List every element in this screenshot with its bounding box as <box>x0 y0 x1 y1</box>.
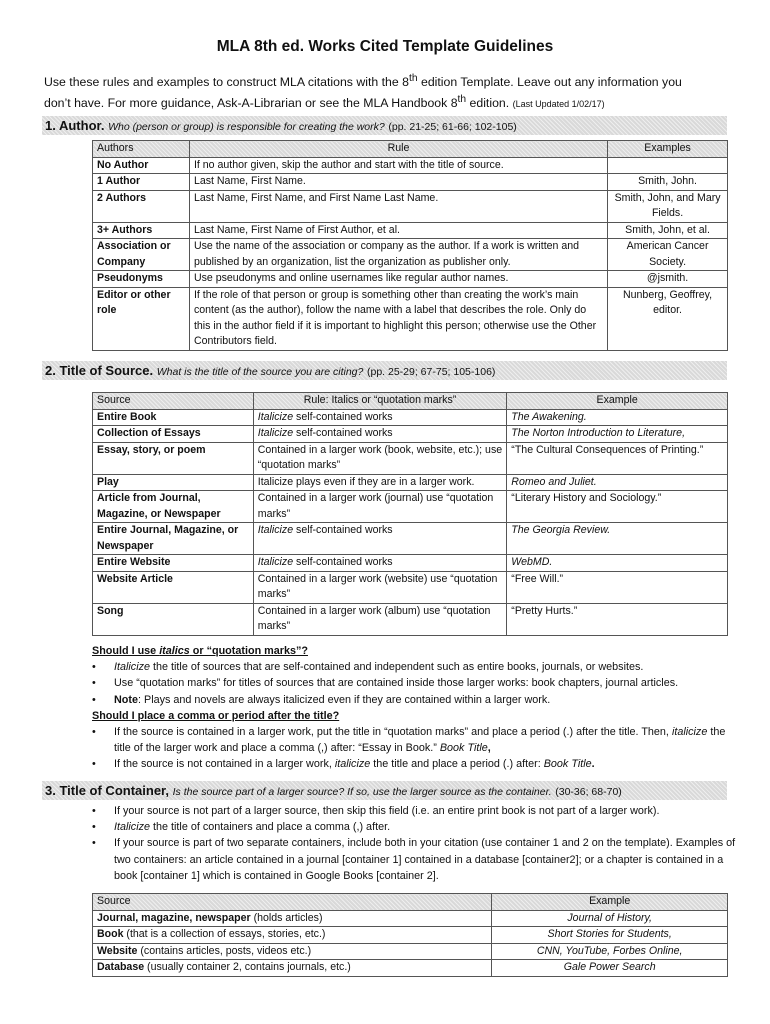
text-run: edition Template. Leave out any information you <box>417 75 682 90</box>
table-row <box>93 174 728 191</box>
table-cell <box>253 571 507 603</box>
text-run: don’t have. For more guidance, Ask-A-Librarian or see the MLA Handbook 8 <box>44 96 458 111</box>
text-run: self-contained works <box>293 410 393 423</box>
table-cell: Rule: Italics or “quotation marks” <box>253 393 507 410</box>
table-cell: Last Name, First Name of First Author, et al. <box>189 222 607 239</box>
table-cell <box>93 927 492 944</box>
table-cell: Short Stories for Students, <box>492 927 728 944</box>
table-row <box>93 943 728 960</box>
text-run: th <box>409 73 418 84</box>
table-row <box>93 910 728 927</box>
table-row <box>93 157 728 174</box>
table-cell <box>253 491 507 523</box>
table-cell: Example <box>507 393 728 410</box>
table-cell: Romeo and Juliet. <box>507 474 728 491</box>
text-run: the title and place a period (.) after: <box>370 758 544 771</box>
text-run: Italicize <box>257 427 294 439</box>
italics-quotes-notes <box>92 643 737 773</box>
table-cell: Nunberg, Geoffrey, editor. <box>608 287 728 350</box>
table-cell: “The Cultural Consequences of Printing.” <box>507 442 728 474</box>
text-run: Book Title <box>543 758 592 771</box>
table-cell: Use pseudonyms and online usernames like regular author names. <box>189 271 607 288</box>
table-cell: Source <box>93 393 254 410</box>
list-item <box>92 803 737 819</box>
table-cell: 1 Author <box>93 174 190 191</box>
table-row <box>93 442 728 474</box>
text-run: Website <box>97 944 138 957</box>
text-run: Journal, magazine, newspaper <box>97 911 251 924</box>
italics-question-heading <box>92 643 737 659</box>
table-cell: Examples <box>608 141 728 158</box>
table-cell <box>253 426 507 443</box>
text-run: . <box>591 758 595 771</box>
table-cell: Collection of Essays <box>93 426 254 443</box>
text-run: (usually container 2, contains journals, etc.) <box>144 961 351 973</box>
table-cell: Pseudonyms <box>93 271 190 288</box>
title-of-source-table <box>92 392 728 636</box>
table-cell: Smith, John. <box>608 174 728 191</box>
text-run: Italicize plays even if they are in a larger work. <box>257 475 475 488</box>
list-item <box>92 835 737 884</box>
table-header-row <box>93 141 728 158</box>
text-run: (30-36; 68-70) <box>555 786 622 798</box>
table-row <box>93 426 728 443</box>
table-cell <box>253 442 507 474</box>
table-cell: Last Name, First Name. <box>189 174 607 191</box>
text-run: Database <box>97 961 145 973</box>
table-cell: @jsmith. <box>608 271 728 288</box>
text-run: (that is a collection of essays, stories, etc.) <box>123 928 326 940</box>
table-cell: Play <box>93 474 254 491</box>
table-row <box>93 960 728 977</box>
table-cell: “Literary History and Sociology.” <box>507 491 728 523</box>
table-row <box>93 287 728 350</box>
table-cell: Editor or other role <box>93 287 190 350</box>
text-run: self-contained works <box>293 556 393 568</box>
list-item <box>92 819 737 835</box>
table-cell: The Georgia Review. <box>507 523 728 555</box>
list-item <box>92 756 737 772</box>
text-run: Note <box>114 693 138 706</box>
list-item <box>92 724 737 756</box>
table-row <box>93 927 728 944</box>
text-run: th <box>457 94 467 106</box>
table-cell <box>93 910 492 927</box>
table-cell: Article from Journal, Magazine, or Newspaper <box>93 491 254 523</box>
table-row <box>93 239 728 271</box>
author-table <box>92 140 728 351</box>
table-cell: American Cancer Society. <box>608 239 728 271</box>
table-cell: Smith, John, et al. <box>608 222 728 239</box>
table-cell: Essay, story, or poem <box>93 442 254 474</box>
table-row <box>93 571 728 603</box>
text-run: italicize <box>334 758 371 771</box>
text-run: Use “quotation marks” for titles of sources that are contained inside those larger works: book chapters, journal articles. <box>114 677 679 690</box>
table-row <box>93 603 728 635</box>
intro-paragraph <box>44 70 734 113</box>
table-cell: Journal of History, <box>492 910 728 927</box>
text-run: If your source is part of two separate containers, include both in your citation (use container 1 and 2 on the template). Examples of two containers: an article contained in a journal [container 1] contained in a database [container2]; or a chapter is contained in a book [container 1] which is contained in Google Books [container 2]. <box>114 837 736 882</box>
table-cell <box>253 523 507 555</box>
table-cell: 3+ Authors <box>93 222 190 239</box>
list-item <box>92 675 737 691</box>
text-run: Italicize <box>257 524 294 536</box>
text-run: Contained in a larger work (journal) use “quotation marks” <box>257 492 494 520</box>
table-cell: 2 Authors <box>93 190 190 222</box>
table-row <box>93 474 728 491</box>
text-run: What is the title of the source you are citing? <box>156 366 364 378</box>
table-cell: Entire Website <box>93 555 254 572</box>
text-run: Italicize <box>114 661 151 674</box>
text-run: Contained in a larger work (album) use “quotation marks” <box>257 604 491 632</box>
table-cell: Source <box>93 894 492 911</box>
text-run: italicize <box>671 726 708 739</box>
text-run: Is the source part of a larger source? If so, use the larger source as the container. <box>172 786 552 798</box>
text-run: 2. Title of Source. <box>45 363 154 378</box>
table-row <box>93 222 728 239</box>
table-cell: WebMD. <box>507 555 728 572</box>
text-run: (pp. 21-25; 61-66; 102-105) <box>388 121 517 133</box>
page-title: MLA 8th ed. Works Cited Template Guidelines <box>216 38 554 55</box>
table-row <box>93 190 728 222</box>
text-run: the title of containers and place a comma (,) after. <box>150 821 391 834</box>
text-run: (pp. 25-29; 67-75; 105-106) <box>366 366 496 378</box>
text-run: If the source is contained in a larger work, put the title in “quotation marks” and place a period (.) after the title. Then, <box>114 726 672 739</box>
table-header-row <box>93 393 728 410</box>
table-cell: “Pretty Hurts.” <box>507 603 728 635</box>
text-run: If the source is not contained in a larger work, <box>114 758 335 771</box>
text-run: italics <box>159 645 190 657</box>
text-run: 3. Title of Container, <box>45 783 170 798</box>
text-run: (contains articles, posts, videos etc.) <box>137 944 312 957</box>
text-run: (holds articles) <box>250 911 323 924</box>
text-run: the title of the larger work and place a comma (,) after: “Essay in Book.” <box>114 726 726 755</box>
table-cell <box>608 157 728 174</box>
table-cell <box>93 960 492 977</box>
table-cell: The Norton Introduction to Literature, <box>507 426 728 443</box>
text-run: If your source is not part of a larger source, then skip this field (i.e. an entire print book is not part of a larger work). <box>114 805 660 817</box>
text-run: the title of sources that are self-contained and independent such as entire books, journals, or websites. <box>150 661 644 674</box>
last-updated: (Last Updated 1/02/17) <box>512 99 605 110</box>
table-cell <box>253 603 507 635</box>
text-run: edition. <box>466 96 510 111</box>
table-cell: Song <box>93 603 254 635</box>
text-run: , <box>487 742 491 755</box>
section-author-heading <box>42 116 727 135</box>
list-item <box>92 659 737 675</box>
table-header-row <box>93 894 728 911</box>
table-cell: Smith, John, and Mary Fields. <box>608 190 728 222</box>
container-table <box>92 893 728 977</box>
table-row <box>93 523 728 555</box>
table-cell <box>253 555 507 572</box>
text-run: Who (person or group) is responsible for creating the work? <box>108 121 385 133</box>
table-cell: No Author <box>93 157 190 174</box>
table-cell: Gale Power Search <box>492 960 728 977</box>
text-run: Should I use <box>92 645 160 657</box>
text-run: Book <box>97 928 124 940</box>
table-cell: If no author given, skip the author and start with the title of source. <box>189 157 607 174</box>
table-cell: Website Article <box>93 571 254 603</box>
table-cell <box>93 943 492 960</box>
text-run: 1. Author. <box>45 118 105 133</box>
text-run: self-contained works <box>293 524 393 536</box>
text-run: Italicize <box>257 410 294 423</box>
text-run: Contained in a larger work (book, website, etc.); use “quotation marks” <box>257 443 503 471</box>
table-row <box>93 271 728 288</box>
table-cell: “Free Will.” <box>507 571 728 603</box>
comma-question-heading: Should I place a comma or period after the title? <box>92 709 340 722</box>
text-run: Use these rules and examples to construct MLA citations with the 8 <box>44 75 409 90</box>
section-container-heading <box>42 781 727 800</box>
table-row <box>93 409 728 426</box>
table-cell: CNN, YouTube, Forbes Online, <box>492 943 728 960</box>
table-cell: Entire Book <box>93 409 254 426</box>
table-cell <box>253 474 507 491</box>
list-item <box>92 692 737 708</box>
text-run: Contained in a larger work (website) use “quotation marks” <box>257 572 498 600</box>
text-run: Italicize <box>114 821 151 834</box>
section-title-of-source-heading <box>42 361 727 380</box>
table-cell: If the role of that person or group is something other than creating the work’s main content (as the author), follow the name with a label that describes the role. Only do this in the author field if it is important to highlight this person; otherwise use the Other Contributors field. <box>189 287 607 350</box>
table-cell: Example <box>492 894 728 911</box>
text-run: Book Title <box>439 742 488 755</box>
table-cell: Use the name of the association or company as the author. If a work is written and published by an organization, list the organization as publisher only. <box>189 239 607 271</box>
text-run: self-contained works <box>293 427 393 439</box>
table-cell: Last Name, First Name, and First Name Last Name. <box>189 190 607 222</box>
text-run: or “quotation marks”? <box>189 645 308 657</box>
table-cell <box>253 409 507 426</box>
table-row <box>93 491 728 523</box>
text-run: : Plays and novels are always italicized even if they are contained within a larger work. <box>138 693 551 706</box>
table-cell: Authors <box>93 141 190 158</box>
table-cell: The Awakening. <box>507 409 728 426</box>
table-cell: Association or Company <box>93 239 190 271</box>
table-row <box>93 555 728 572</box>
container-notes <box>92 803 737 884</box>
table-cell: Entire Journal, Magazine, or Newspaper <box>93 523 254 555</box>
text-run: Italicize <box>257 556 294 568</box>
table-cell: Rule <box>189 141 607 158</box>
